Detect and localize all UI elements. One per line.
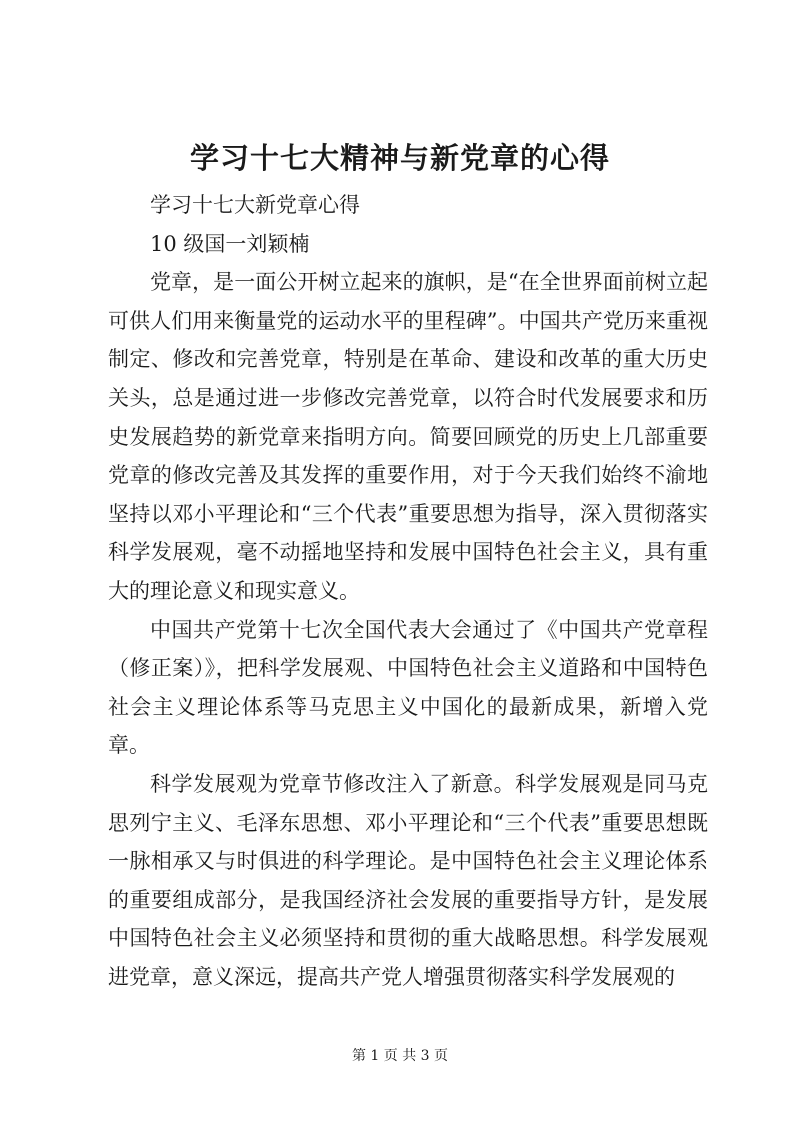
body-paragraph: 党章，是一面公开树立起来的旗帜，是“在全世界面前树立起可供人们用来衡量党的运动水平的里程碑”。中国共产党历来重视制定、修改和完善党章，特别是在革命、建设和改革的重大历史关头，总是通过进一步修改完善党章，以符合时代发展要求和历史发展趋势的新党章来指明方向。简要回顾党的历史上几部重要党章的修改完善及其发挥的重要作用，对于今天我们始终不渝地坚持以邓小平理论和“三个代表”重要思想为指导，深入贯彻落实科学发展观，毫不动摇地坚持和发展中国特色社会主义，具有重大的理论意义和现实意义。 [108,270,708,603]
author-line: 10 级国一刘颖楠 [150,231,310,256]
subtitle-line: 学习十七大新党章心得 [150,193,360,217]
document-body [108,186,708,996]
page-number-footer: 第 1 页 共 3 页 [351,1048,449,1064]
document-title: 学习十七大精神与新党章的心得 [189,141,610,175]
body-paragraph: 科学发展观为党章节修改注入了新意。科学发展观是同马克思列宁主义、毛泽东思想、邓小平理论和“三个代表”重要思想既一脉相承又与时俱进的科学理论。是中国特色社会主义理论体系的重要组成部分，是我国经济社会发展的重要指导方针，是发展中国特色社会主义必须坚持和贯彻的重大战略思想。科学发展观进党章，意义深远，提高共产党人增强贯彻落实科学发展观的 [108,771,708,989]
body-paragraph: 中国共产党第十七次全国代表大会通过了《中国共产党章程（修正案）》，把科学发展观、中国特色社会主义道路和中国特色社会主义理论体系等马克思主义中国化的最新成果，新增入党章。 [108,617,708,758]
